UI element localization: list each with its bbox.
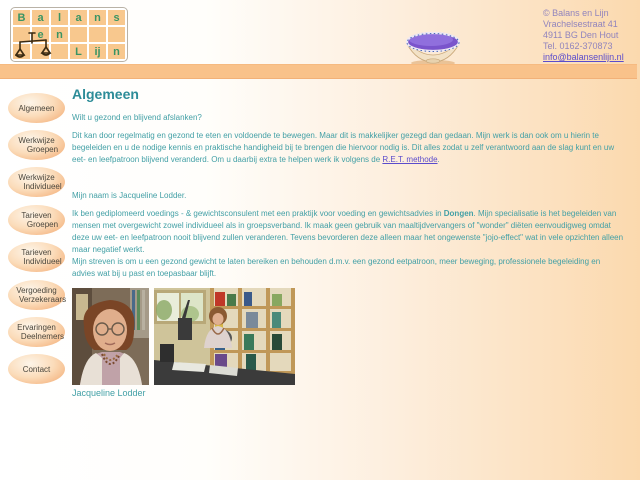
logo-cell	[89, 27, 106, 42]
paragraph-text: .	[437, 155, 440, 164]
sidebar-item-label: Groepen	[26, 145, 59, 154]
dongen-bold: Dongen	[443, 209, 474, 218]
logo-cell: n	[108, 44, 125, 59]
sidebar-item-label: Tarieven	[21, 248, 52, 257]
logo-cell	[108, 27, 125, 42]
main-content	[72, 86, 624, 398]
intro-question: Wilt u gezond en blijvend afslanken?	[72, 113, 202, 122]
photo-row	[72, 288, 624, 385]
paragraph-text: Ik ben gediplomeerd voedings - & gewichtsconsulent met een praktijk voor voeding en gewichtsadvies in	[72, 209, 444, 218]
sidebar-item-label: Contact	[22, 364, 51, 374]
phone-number: Tel. 0162-370873	[543, 41, 613, 51]
sidebar-item-label: Ervaringen	[17, 323, 56, 332]
email-link[interactable]: info@balansenlijn.nl	[543, 52, 624, 62]
sidebar-item-tarieven-individueel[interactable]	[8, 242, 65, 272]
sidebar-item-werkwijze-individueel[interactable]	[8, 167, 65, 197]
address-street: Vrachelsestraat 41	[543, 19, 618, 29]
logo-cell: L	[70, 44, 87, 59]
logo-cell: n	[89, 10, 106, 25]
paragraph-text: Mijn streven is om u een gezond gewicht te laten bereiken en behouden d.m.v. een gezond eetpatroon, meer beweging, professionele begeleiding en advies wat bij u past en toepasbaar blijft.	[72, 257, 601, 278]
address-city: 4911 BG Den Hout	[543, 30, 619, 40]
sidebar-item-algemeen[interactable]	[8, 93, 65, 123]
bowl-image	[403, 28, 463, 66]
header-divider-bar	[0, 64, 637, 79]
name-line: Mijn naam is Jacqueline Lodder.	[72, 191, 187, 200]
logo-cell	[70, 27, 87, 42]
paragraph-about	[72, 208, 624, 280]
logo-cell: s	[108, 10, 125, 25]
sidebar-item-label: Werkwijze	[18, 136, 55, 145]
sidebar-item-vergoeding-verzekeraars[interactable]	[8, 280, 65, 310]
sidebar-item-label: Groepen	[26, 220, 59, 229]
logo-cell: n	[51, 27, 68, 42]
copyright-line: © Balans en Lijn	[543, 8, 609, 18]
logo-cell: l	[51, 10, 68, 25]
sidebar-item-label: Individueel	[23, 257, 62, 266]
logo-cell: a	[70, 10, 87, 25]
logo-cell: B	[13, 10, 30, 25]
sidebar-item-label: Vergoeding	[16, 286, 57, 295]
ret-methode-link[interactable]: R.E.T. methode	[382, 155, 438, 164]
sidebar-item-label: Algemeen	[18, 103, 55, 113]
paragraph-method	[72, 130, 624, 166]
sidebar-item-label: Deelnemers	[20, 332, 65, 341]
photo-caption: Jacqueline Lodder	[72, 388, 146, 398]
paragraph-text: . Mijn specialisatie is het begeleiden van mensen met overgewicht zowel individueel als in groepsverband. Ik maak geen gebruik van maaltijdvervangers of "wonder" diëten eenvoudigweg omdat deze uw eet- en leefpatroon nooit blijvend zullen veranderen. Tevens bevorderen deze alleen maar het ongewenste "jojo-effect" wat in vele opzichten alleen maar negatief werkt.	[72, 209, 624, 254]
sidebar-item-tarieven-groepen[interactable]	[8, 205, 65, 235]
sidebar-item-label: Tarieven	[21, 211, 52, 220]
page-title: Algemeen	[72, 86, 139, 102]
balance-scale-icon	[15, 30, 55, 64]
photo-portrait-jacqueline	[72, 288, 149, 385]
sidebar-item-ervaringen-deelnemers[interactable]	[8, 317, 65, 347]
contact-info	[543, 8, 624, 63]
sidebar-item-label: Individueel	[23, 182, 62, 191]
sidebar-item-werkwijze-groepen[interactable]	[8, 130, 65, 160]
sidebar-item-contact[interactable]	[8, 354, 65, 384]
paragraph-text: Dit kan door regelmatig en gezond te eten en voldoende te bewegen. Maar dit is makkelijker gezegd dan gedaan. Mijn werk is dan ook om u hierin te begeleiden en u de nodige kennis en praktische handigheid bij te brengen die hiervoor nodig is. Dit alles zodat u zelf verantwoord aan de slag kunt en uw eet- en leefpatroon blijvend veranderd. Om u daarbij extra te helpen werk ik volgens de	[72, 131, 615, 164]
logo-cell: a	[32, 10, 49, 25]
logo-cell: e	[32, 27, 49, 42]
sidebar-item-label: Werkwijze	[18, 173, 55, 182]
sidebar-item-label: Verzekeraars	[18, 295, 67, 304]
site-logo[interactable]	[10, 7, 128, 62]
logo-cell: ij	[89, 44, 106, 59]
photo-office-desk	[154, 288, 295, 385]
